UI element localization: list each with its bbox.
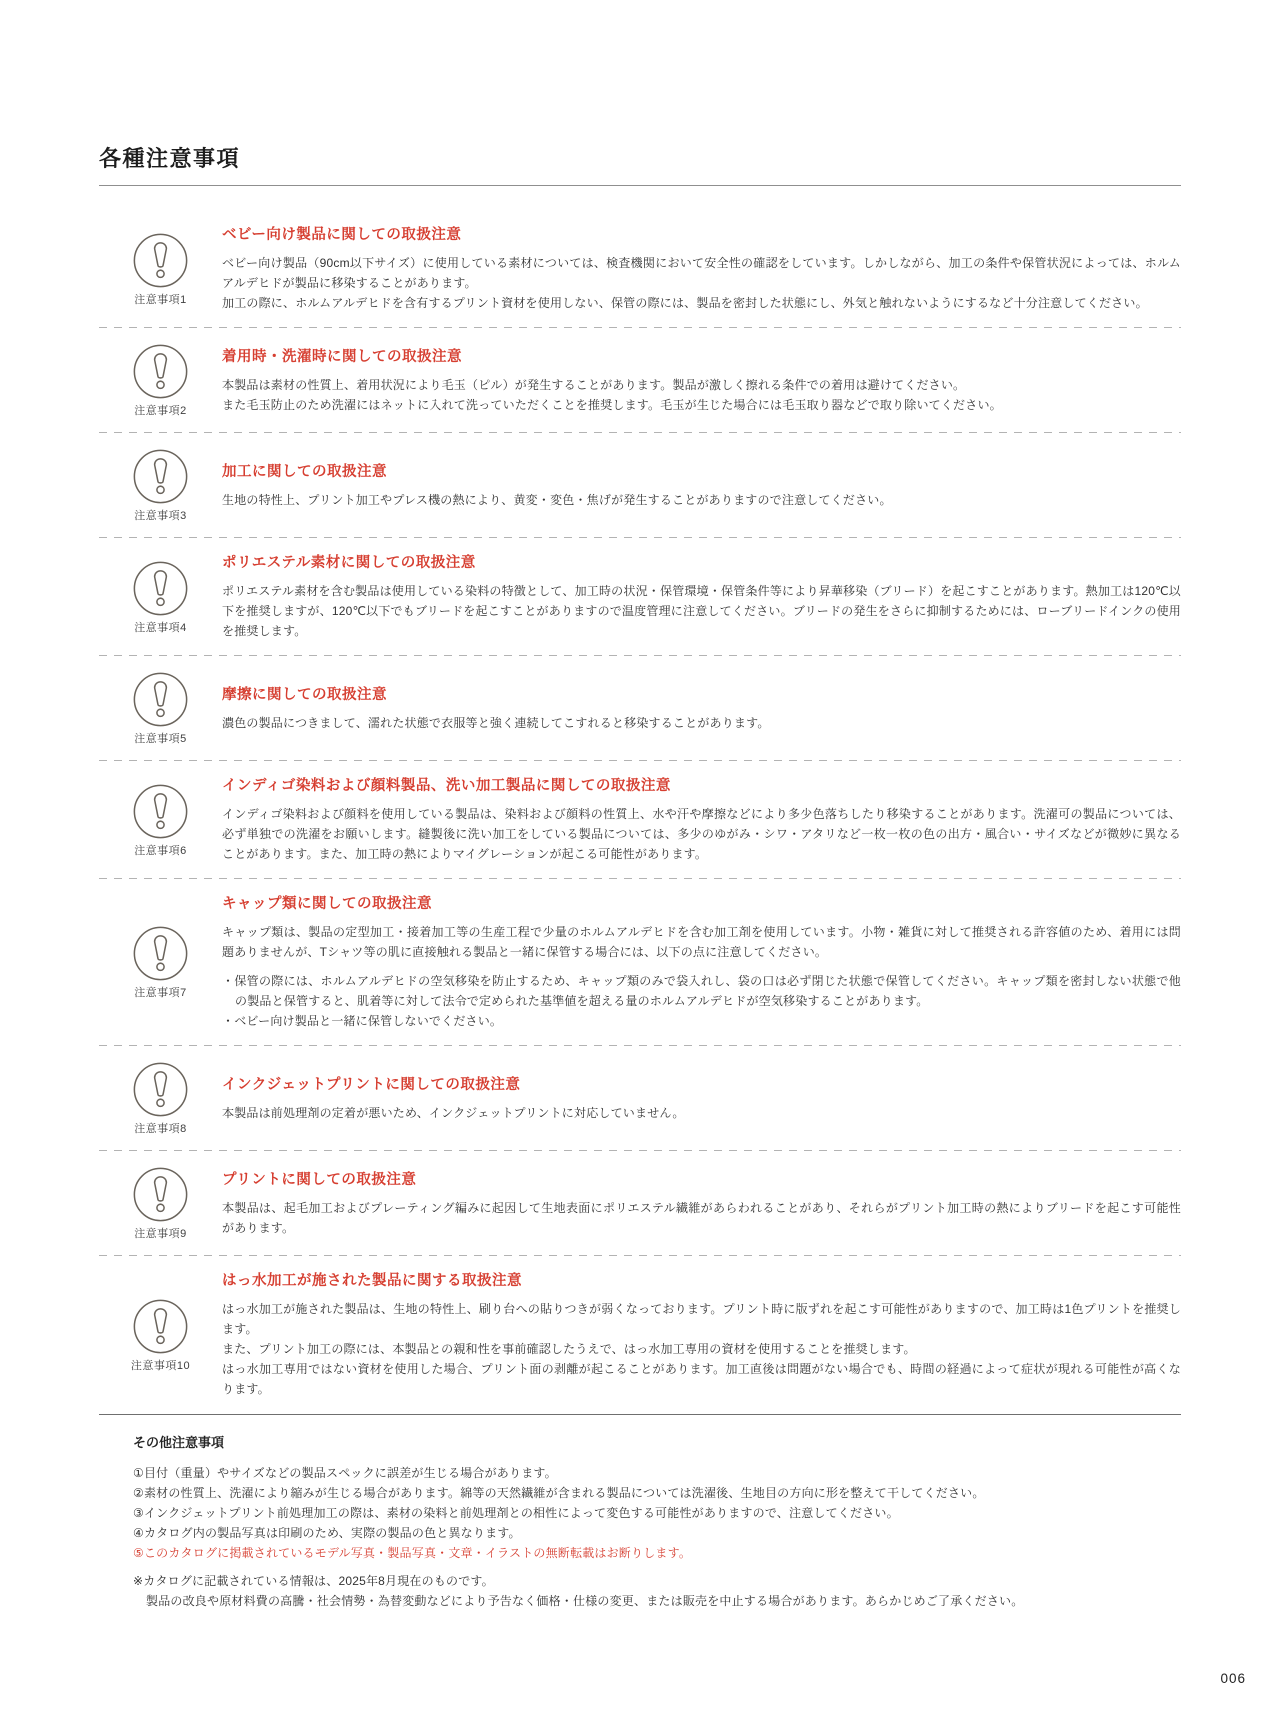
notice-sections <box>99 210 1181 1414</box>
notice-paragraph: また毛玉防止のため洗濯にはネットに入れて洗っていただくことを推奨します。毛玉が生じた場合には毛玉取り器などで取り除いてください。 <box>222 397 1002 412</box>
notice-content <box>222 894 1181 1031</box>
warning-circle-icon <box>132 783 189 840</box>
notice-section <box>99 879 1181 1046</box>
notice-content <box>222 347 1181 415</box>
warning-circle-icon <box>132 232 189 289</box>
notice-content <box>222 1075 1181 1123</box>
other-note-item: ①目付（重量）やサイズなどの製品スペックに誤差が生じる場合があります。 <box>133 1466 557 1480</box>
notice-body <box>222 713 1181 733</box>
notice-number-label: 注意事項10 <box>130 1359 191 1372</box>
notice-paragraph: インディゴ染料および顔料を使用している製品は、染料および顔料の性質上、水や汗や摩擦などにより多少色落ちしたり移染することがあります。洗濯可の製品については、必ず単独での洗濯をお願いします。縫製後に洗い加工をしている製品については、多少のゆがみ・シワ・アタリなど一枚一枚の色の出方・風合い・サイズなどが微妙に異なることがあります。また、加工時の熱によりマイグレーションが起こる可能性があります。 <box>222 807 1181 861</box>
notice-icon-column <box>99 1166 222 1241</box>
notice-content <box>222 1271 1181 1399</box>
notice-paragraph: ポリエステル素材を含む製品は使用している染料の特徴として、加工時の状況・保管環境・保管条件等により昇華移染（ブリード）を起こすことがあります。熱加工は120℃以下を推奨しますが、120℃以下でもブリードを起こすことがありますので温度管理に注意してください。ブリードの発生をさらに抑制するためには、ローブリードインクの使用を推奨します。 <box>222 584 1181 638</box>
notice-number-label: 注意事項7 <box>134 987 187 999</box>
notice-content <box>222 776 1181 864</box>
warning-circle-icon <box>132 448 189 505</box>
notice-number-label: 注意事項4 <box>134 621 187 634</box>
notice-paragraph: 本製品は、起毛加工およびプレーティング編みに起因して生地表面にポリエステル繊維があらわれることがあり、それらがプリント加工時の熱によりブリードを起こす可能性があります。 <box>222 1200 1181 1235</box>
notice-paragraph: 本製品は前処理剤の定着が悪いため、インクジェットプリントに対応していません。 <box>222 1105 685 1120</box>
warning-circle-icon <box>132 1061 189 1118</box>
other-notes-footnotes <box>133 1571 1181 1611</box>
notice-content <box>222 225 1181 313</box>
warning-circle-icon <box>132 1166 189 1223</box>
notice-icon-column <box>99 671 222 746</box>
footer-divider <box>99 1414 1181 1415</box>
notice-paragraph: また、プリント加工の際には、本製品との親和性を事前確認したうえで、はっ水加工専用の資材を使用することを推奨します。 <box>222 1342 916 1356</box>
notice-section <box>99 1151 1181 1256</box>
footnote-line: 製品の改良や原材料費の高騰・社会情勢・為替変動などにより予告なく価格・仕様の変更、または販売を中止する場合があります。あらかじめご了承ください。 <box>146 1594 1024 1608</box>
notice-section <box>99 328 1181 433</box>
notice-heading: 着用時・洗濯時に関しての取扱注意 <box>222 348 462 365</box>
page-title: 各種注意事項 <box>99 146 1181 186</box>
notice-paragraph: 本製品は素材の性質上、着用状況により毛玉（ピル）が発生することがあります。製品が激しく擦れる条件での着用は避けてください。 <box>222 377 966 392</box>
notice-icon-column <box>99 1061 222 1136</box>
notice-icon-column <box>99 560 222 635</box>
notice-number-label: 注意事項3 <box>134 510 187 522</box>
notice-paragraph: 生地の特性上、プリント加工やプレス機の熱により、黄変・変色・焦げが発生することがありますので注意してください。 <box>222 492 892 507</box>
warning-circle-icon <box>132 1298 189 1355</box>
notice-body <box>222 922 1181 1031</box>
notice-body <box>222 490 1181 510</box>
notice-number-label: 注意事項5 <box>134 733 187 745</box>
notice-heading: インディゴ染料および顔料製品、洗い加工製品に関しての取扱注意 <box>222 778 671 794</box>
notice-section <box>99 1256 1181 1414</box>
notice-number-label: 注意事項1 <box>134 293 187 306</box>
notice-icon-column <box>99 783 222 858</box>
other-note-item: ②素材の性質上、洗濯により縮みが生じる場合があります。綿等の天然繊維が含まれる製品については洗濯後、生地目の方向に形を整えて干してください。 <box>133 1486 985 1500</box>
notice-number-label: 注意事項8 <box>134 1123 187 1135</box>
footnote-line: ※カタログに記載されている情報は、2025年8月現在のものです。 <box>133 1574 494 1588</box>
notice-number-label: 注意事項6 <box>134 844 187 857</box>
notice-content <box>222 553 1181 641</box>
notice-paragraph: 加工の際に、ホルムアルデヒドを含有するプリント資材を使用しない、保管の際には、製品を密封した状態にし、外気と触れないようにするなど十分注意してください。 <box>222 296 1148 310</box>
notice-heading: ベビー向け製品に関しての取扱注意 <box>222 227 462 243</box>
notice-bullet: ・ベビー向け製品と一緒に保管しないでください。 <box>222 1014 503 1028</box>
notice-heading: インクジェットプリントに関しての取扱注意 <box>222 1076 521 1093</box>
notice-section <box>99 538 1181 656</box>
notice-body <box>222 1198 1181 1238</box>
notice-body <box>222 1299 1181 1399</box>
notice-heading: 加工に関しての取扱注意 <box>222 463 387 480</box>
catalog-page <box>0 146 1280 1712</box>
notice-body <box>222 1103 1181 1123</box>
other-note-item: ④カタログ内の製品写真は印刷のため、実際の製品の色と異なります。 <box>133 1526 521 1540</box>
notice-body <box>222 581 1181 641</box>
notice-bullet: ・保管の際には、ホルムアルデヒドの空気移染を防止するため、キャップ類のみで袋入れし、袋の口は必ず閉じた状態で保管してください。キャップ類を密封しない状態で他の製品と保管すると、肌着等に対して法令で定められた基準値を超える量のホルムアルデヒドが空気移染することがあります。 <box>222 974 1181 1008</box>
warning-circle-icon <box>132 343 189 400</box>
notice-paragraph: キャップ類は、製品の定型加工・接着加工等の生産工程で少量のホルムアルデヒドを含む加工剤を使用しています。小物・雑貨に対して推奨される許容値のため、着用には問題ありませんが、Tシャツ等の肌に直接触れる製品と一緒に保管する場合には、以下の点に注意してください。 <box>222 925 1181 959</box>
other-notes <box>133 1433 1181 1611</box>
warning-circle-icon <box>132 560 189 617</box>
other-notes-heading: その他注意事項 <box>133 1435 225 1450</box>
notice-paragraph: 濃色の製品につきまして、濡れた状態で衣服等と強く連続してこすれると移染することがあります。 <box>222 715 770 730</box>
notice-number-label: 注意事項2 <box>134 405 187 417</box>
notice-icon-column <box>99 925 222 1000</box>
notice-icon-column <box>99 448 222 523</box>
notice-icon-column <box>99 343 222 418</box>
notice-body <box>222 375 1181 415</box>
notice-paragraph: ベビー向け製品（90cm以下サイズ）に使用している素材については、検査機関において安全性の確認をしています。しかしながら、加工の条件や保管状況によっては、ホルムアルデヒドが製品に移染することがあります。 <box>222 256 1181 290</box>
notice-body <box>222 253 1181 313</box>
notice-icon-column <box>99 1298 222 1373</box>
notice-body <box>222 804 1181 864</box>
notice-heading: 摩擦に関しての取扱注意 <box>222 686 387 703</box>
page-number: 006 <box>1220 1671 1246 1686</box>
notice-paragraph: はっ水加工が施された製品は、生地の特性上、刷り台への貼りつきが弱くなっております。プリント時に版ずれを起こす可能性がありますので、加工時は1色プリントを推奨します。 <box>222 1302 1181 1336</box>
other-notes-list <box>133 1463 1181 1563</box>
warning-circle-icon <box>132 671 189 728</box>
notice-content <box>222 1170 1181 1238</box>
notice-section <box>99 210 1181 328</box>
notice-section <box>99 1046 1181 1151</box>
notice-section <box>99 433 1181 538</box>
notice-heading: プリントに関しての取扱注意 <box>222 1171 417 1188</box>
notice-paragraph: はっ水加工専用ではない資材を使用した場合、プリント面の剥離が起こることがあります。加工直後は問題がない場合でも、時間の経過によって症状が現れる可能性が高くなります。 <box>222 1362 1181 1396</box>
notice-number-label: 注意事項9 <box>134 1228 187 1240</box>
notice-bullets <box>222 971 1181 1031</box>
notice-heading: はっ水加工が施された製品に関する取扱注意 <box>222 1273 522 1289</box>
warning-circle-icon <box>132 925 189 982</box>
notice-heading: ポリエステル素材に関しての取扱注意 <box>222 555 476 571</box>
notice-heading: キャップ類に関しての取扱注意 <box>222 896 432 912</box>
notice-icon-column <box>99 232 222 307</box>
notice-section <box>99 761 1181 879</box>
notice-section <box>99 656 1181 761</box>
notice-content <box>222 685 1181 733</box>
other-note-item: ⑤このカタログに掲載されているモデル写真・製品写真・文章・イラストの無断転載はお断りします。 <box>133 1546 692 1560</box>
notice-content <box>222 462 1181 510</box>
other-note-item: ③インクジェットプリント前処理加工の際は、素材の染料と前処理剤との相性によって変色する可能性がありますので、注意してください。 <box>133 1506 899 1520</box>
